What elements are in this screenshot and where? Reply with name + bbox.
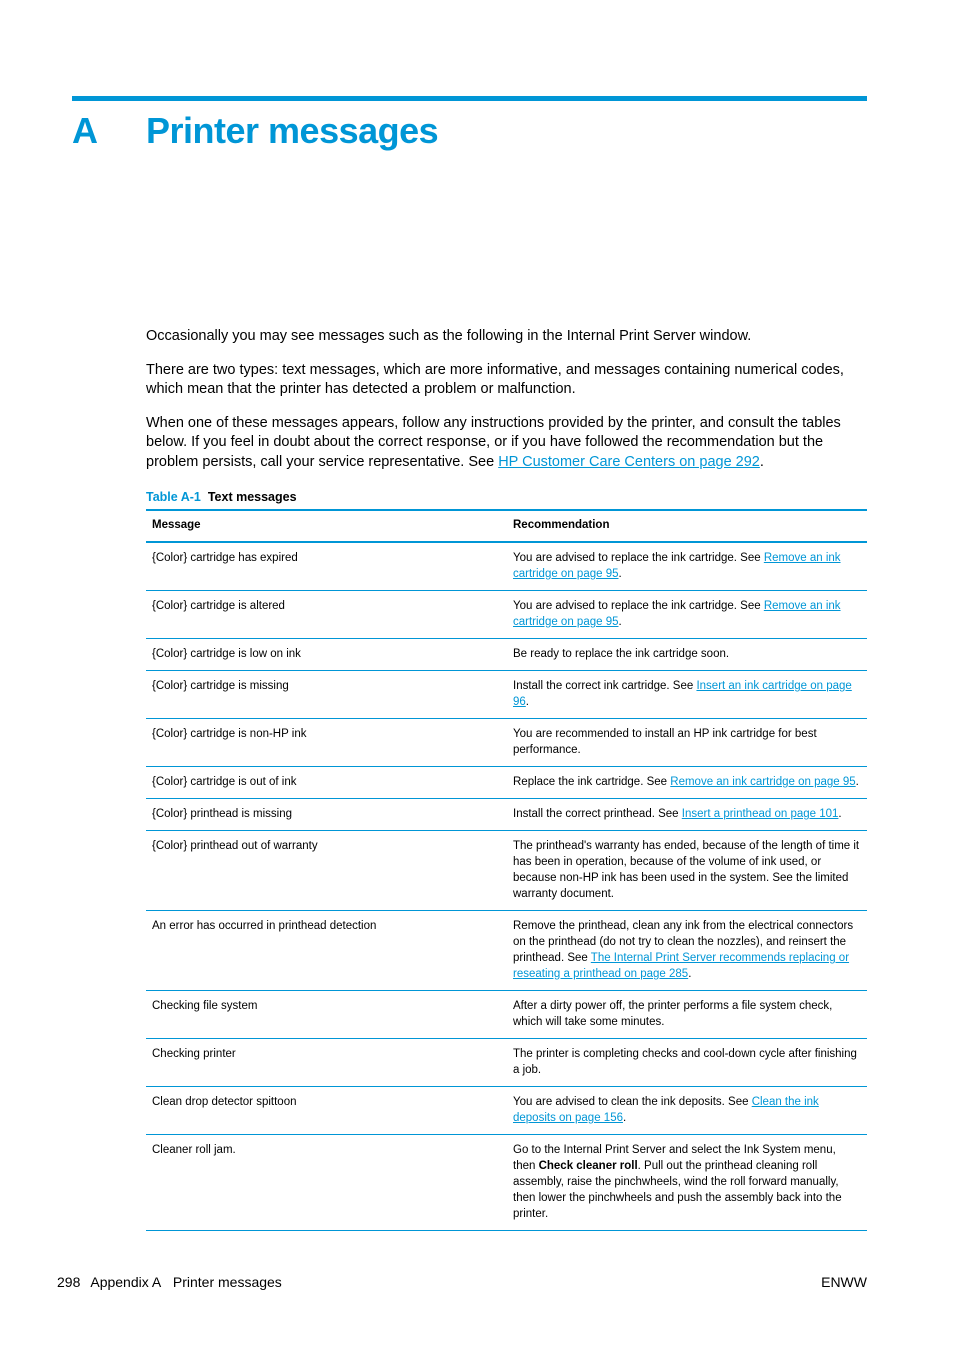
page-title: Printer messages xyxy=(146,110,439,151)
intro-paragraph-2: There are two types: text messages, which are more informative, and messages containing numerical codes, which mean that the printer has detected a problem or malfunction. xyxy=(146,361,844,397)
recommendation-end: . xyxy=(855,776,859,788)
recommendation-text: Replace the ink cartridge. See xyxy=(513,776,671,788)
message-cell: Checking printer xyxy=(146,1039,507,1087)
table-row xyxy=(146,1087,867,1135)
message-cell: {Color} cartridge is out of ink xyxy=(146,767,507,799)
recommendation-text: You are advised to replace the ink cartridge. See xyxy=(513,552,764,564)
page-number: 298 xyxy=(57,1274,81,1290)
recommendation-cell xyxy=(507,542,867,591)
chapter-rule xyxy=(72,96,867,101)
recommendation-text: You are recommended to install an HP ink cartridge for best performance. xyxy=(513,728,817,756)
table-caption-number: Table A-1 xyxy=(146,490,201,504)
recommendation-cell xyxy=(507,767,867,799)
recommendation-end: . xyxy=(618,568,622,580)
recommendation-cell xyxy=(507,831,867,911)
table-row xyxy=(146,799,867,831)
hp-customer-care-link[interactable]: HP Customer Care Centers on page 292 xyxy=(498,453,760,470)
recommendation-cell xyxy=(507,719,867,767)
table-row xyxy=(146,719,867,767)
table-caption xyxy=(146,489,867,505)
message-cell: Checking file system xyxy=(146,991,507,1039)
recommendation-link[interactable]: Clean the ink deposits on page 156 xyxy=(513,1096,819,1124)
recommendation-text: Install the correct ink cartridge. See xyxy=(513,680,697,692)
intro-paragraph-1: Occasionally you may see messages such as the following in the Internal Print Server window. xyxy=(146,328,752,344)
recommendation-link[interactable]: Remove an ink cartridge on page 95 xyxy=(513,552,841,580)
recommendation-text: Be ready to replace the ink cartridge soon. xyxy=(513,648,730,660)
table-row xyxy=(146,831,867,911)
table-row xyxy=(146,1039,867,1087)
recommendation-end: . xyxy=(838,808,842,820)
message-cell: An error has occurred in printhead detection xyxy=(146,911,507,991)
table-row xyxy=(146,591,867,639)
recommendation-cell xyxy=(507,639,867,671)
recommendation-text: The printhead's warranty has ended, because of the length of time it has been in operation, because of the volume of ink used, or because non-HP ink has been used in the system. See the limited warranty document. xyxy=(513,840,860,900)
message-cell: Cleaner roll jam. xyxy=(146,1135,507,1231)
recommendation-link[interactable]: Remove an ink cartridge on page 95 xyxy=(513,600,841,628)
table-header-row xyxy=(146,510,867,542)
recommendation-end: . xyxy=(688,968,692,980)
message-cell: {Color} printhead is missing xyxy=(146,799,507,831)
recommendation-cell xyxy=(507,591,867,639)
intro-paragraph-3-end: . xyxy=(759,453,764,470)
footer-right: ENWW xyxy=(821,1274,867,1290)
recommendation-cell xyxy=(507,1039,867,1087)
column-header-recommendation: Recommendation xyxy=(507,510,867,542)
recommendation-end: . xyxy=(525,696,529,708)
message-cell: {Color} cartridge has expired xyxy=(146,542,507,591)
recommendation-cell xyxy=(507,1087,867,1135)
message-cell: {Color} printhead out of warranty xyxy=(146,831,507,911)
recommendation-end: . Pull out the printhead cleaning roll assembly, raise the pinchwheels, wind the roll forward manually, then lower the pinchwheels and push the assembly back into the printer. xyxy=(513,1160,842,1220)
recommendation-text: You are advised to replace the ink cartridge. See xyxy=(513,600,764,612)
table-row xyxy=(146,991,867,1039)
recommendation-text: Remove the printhead, clean any ink from the electrical connectors on the printhead (do not try to clean the nozzles), and reinsert the printhead. See xyxy=(513,920,854,964)
table-row xyxy=(146,542,867,591)
table-row xyxy=(146,671,867,719)
recommendation-text: You are advised to clean the ink deposits. See xyxy=(513,1096,752,1108)
footer-section: Appendix A xyxy=(90,1274,162,1290)
recommendation-text: The printer is completing checks and cool-down cycle after finishing a job. xyxy=(513,1048,857,1076)
table-caption-title: Text messages xyxy=(207,490,297,504)
recommendation-cell xyxy=(507,991,867,1039)
intro-paragraph-3 xyxy=(146,414,867,473)
table-row xyxy=(146,639,867,671)
message-cell: {Color} cartridge is altered xyxy=(146,591,507,639)
table-row xyxy=(146,767,867,799)
recommendation-link[interactable]: Insert an ink cartridge on page 96 xyxy=(513,680,852,708)
recommendation-end: . xyxy=(622,1112,627,1124)
recommendation-end: . xyxy=(618,616,622,628)
recommendation-bold: Check cleaner roll xyxy=(538,1160,638,1172)
recommendation-text: Install the correct printhead. See xyxy=(513,808,682,820)
chapter-letter: A xyxy=(72,110,98,151)
recommendation-cell xyxy=(507,799,867,831)
footer-title: Printer messages xyxy=(172,1274,282,1290)
column-header-message: Message xyxy=(146,510,507,542)
table-row xyxy=(146,1135,867,1231)
recommendation-link[interactable]: The Internal Print Server recommends replacing or reseating a printhead on page 285 xyxy=(513,952,850,980)
recommendation-cell xyxy=(507,671,867,719)
message-cell: {Color} cartridge is non-HP ink xyxy=(146,719,507,767)
table-row xyxy=(146,911,867,991)
message-cell: {Color} cartridge is missing xyxy=(146,671,507,719)
recommendation-text: Go to the Internal Print Server and select the Ink System menu, then xyxy=(513,1144,836,1172)
main-content xyxy=(146,327,867,1231)
recommendation-link[interactable]: Insert a printhead on page 101 xyxy=(681,808,839,820)
recommendation-text: After a dirty power off, the printer performs a file system check, which will take some minutes. xyxy=(513,1000,833,1028)
text-messages-table xyxy=(146,509,867,1231)
recommendation-cell xyxy=(507,911,867,991)
intro-paragraph-3-text: When one of these messages appears, follow any instructions provided by the printer, and consult the tables below. If you feel in doubt about the correct response, or if you have followed the recommendation but the problem persists, call your service representative. See xyxy=(146,414,841,470)
recommendation-link[interactable]: Remove an ink cartridge on page 95 xyxy=(670,776,856,788)
message-cell: Clean drop detector spittoon xyxy=(146,1087,507,1135)
message-cell: {Color} cartridge is low on ink xyxy=(146,639,507,671)
footer-left xyxy=(57,1273,282,1291)
recommendation-cell xyxy=(507,1135,867,1231)
